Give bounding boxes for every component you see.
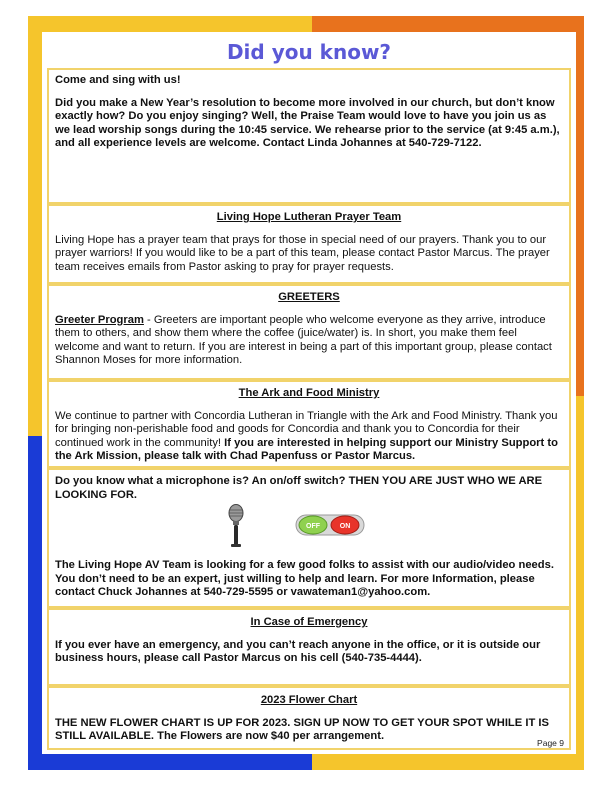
flower-heading: 2023 Flower Chart	[260, 694, 358, 706]
emergency-heading: In Case of Emergency	[250, 616, 368, 628]
ark-bold-text: If you are interested in helping support our Ministry Support to the Ark Mission, please talk with Chad Papenfuss or Pastor Marcus.	[55, 436, 558, 463]
microphone-icon	[225, 504, 247, 548]
ark-food-ministry-section	[47, 380, 571, 468]
ark-body: We continue to partner with Concordia Lutheran in Triangle with the Ark and Food Ministry. Thank you for bringing non-perishable food and goods for Concordia and thank you to Concordia for their continued work in the community!	[55, 409, 558, 449]
greeters-section	[47, 284, 571, 380]
emergency-body: If you ever have an emergency, and you can’t reach anyone in the office, or it is outside our business hours, please call Pastor Marcus on his cell (540-735-4444).	[55, 638, 541, 665]
praise-body: Did you make a New Year’s resolution to become more involved in our church, but don’t know exactly how? Do you enjoy singing? Well, the Praise Team would love to have you join us as we lead worship songs during the 10:45 service. We rehearse prior to the service (at 9:45 a.m.), and all experience levels are welcome. Contact Linda Johannes at 540-729-7122.	[55, 96, 560, 150]
av-images	[55, 502, 563, 550]
title-banner	[47, 34, 571, 70]
greeter-program-label: Greeter Program	[55, 313, 144, 326]
page-title: Did you know?	[226, 40, 392, 64]
prayer-body: Living Hope has a prayer team that prays for those in special need of our prayers. Thank you to our prayer warriors! If you would like to be a part of this team, please contact Pastor Marcus. The prayer team receives emails from Pastor asking to pray for prayer requests.	[55, 233, 550, 273]
emergency-section	[47, 608, 571, 686]
prayer-heading: Living Hope Lutheran Prayer Team	[216, 211, 402, 223]
switch-on-label: ON	[339, 523, 351, 531]
praise-team-section	[47, 68, 571, 204]
greeters-paragraph	[55, 314, 563, 368]
switch-off-label: OFF	[306, 523, 320, 531]
greeters-body: - Greeters are important people who welcome everyone as they arrive, introduce them to others, and show them where the coffee (juice/water) is. In short, you make them feel welcome and want to return. If you are interest in being a part of this important group, please contact Shannon Moses for more information.	[55, 313, 552, 367]
praise-intro: Come and sing with us!	[55, 74, 181, 86]
av-body: The Living Hope AV Team is looking for a few good folks to assist with our audio/video needs. You don’t need to be an expert, just willing to help and learn. For more Information, please contact Chuck Johannes at 540-729-5595 or vawateman1@yahoo.com.	[55, 559, 554, 599]
av-team-section	[47, 468, 571, 608]
flower-body: THE NEW FLOWER CHART IS UP FOR 2023. SIGN UP NOW TO GET YOUR SPOT WHILE IT IS STILL AVAILABLE. The Flowers are now $40 per arrangement.	[55, 716, 549, 743]
newsletter-page	[42, 32, 576, 754]
on-off-switch-icon	[295, 512, 365, 538]
page-number: Page 9	[537, 738, 564, 748]
flower-chart-section	[47, 686, 571, 750]
av-intro: Do you know what a microphone is? An on/off switch? THEN YOU ARE JUST WHO WE ARE LOOKING FOR.	[55, 475, 543, 501]
greeters-heading: GREETERS	[278, 291, 340, 303]
ark-heading: The Ark and Food Ministry	[238, 387, 380, 399]
prayer-team-section	[47, 204, 571, 284]
ark-paragraph	[55, 410, 563, 464]
